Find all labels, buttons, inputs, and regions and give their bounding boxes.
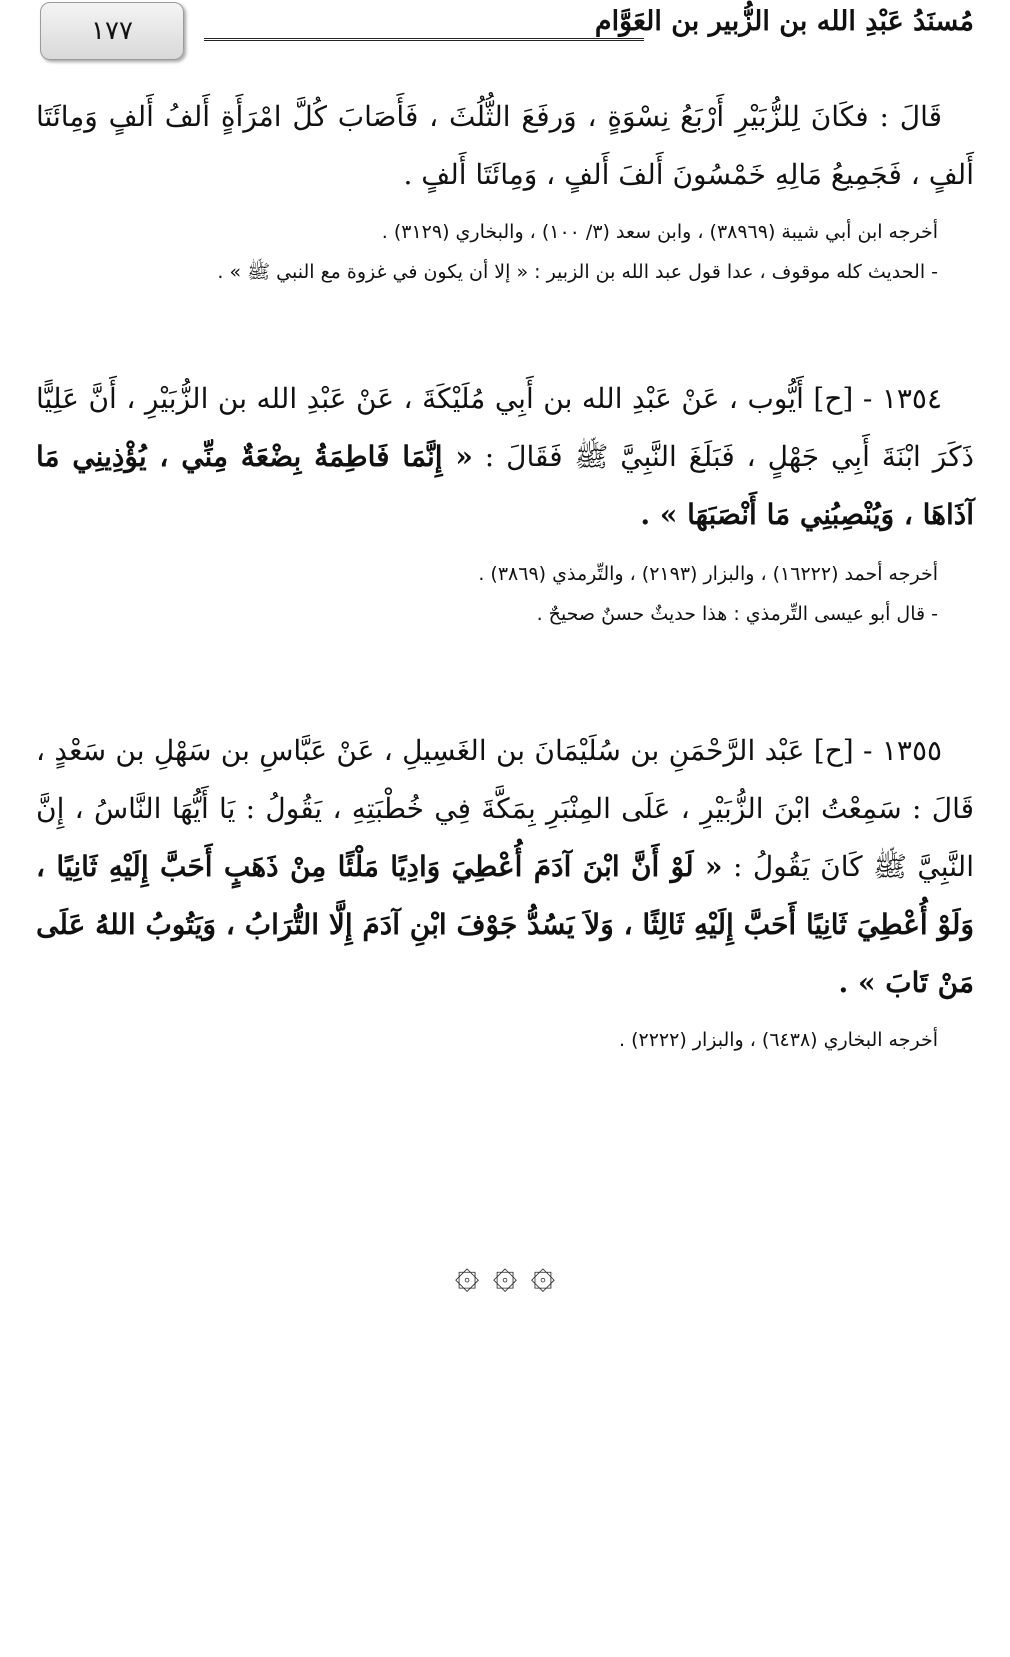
hadith-number: ١٣٥٥ - [ح]: [813, 734, 943, 767]
paragraph-body: [36, 88, 974, 204]
hadith-paragraph: [36, 370, 974, 544]
hadith-paragraph-text: [36, 370, 974, 544]
hadith-matn: « لَوْ أَنَّ ابْنَ آدَمَ أُعْطِيَ وَادِيًا مَلْئًا مِنْ ذَهَبٍ أَحَبَّ إِلَيْهِ ثَانِيًا ، وَلَوْ أُعْطِيَ ثَانِيًا أَحَبَّ إِلَيْهِ ثَالِثًا ، وَلاَ يَسُدُّ جَوْفَ ابْنِ آدَمَ إِلَّا التُّرَابُ ، وَيَتُوبُ اللهُ عَلَى مَنْ تَابَ » .: [36, 850, 974, 999]
footnote-takhrij: أخرجه البخاري (٦٤٣٨) ، والبزار (٢٢٢٢) .: [619, 1029, 938, 1051]
footnote-comment: - قال أبو عيسى التِّرمذي : هذا حديثٌ حسنٌ صحيحٌ .: [536, 603, 938, 625]
header-rule: [204, 38, 644, 44]
footnote-takhrij: أخرجه أحمد (١٦٢٢٢) ، والبزار (٢١٩٣) ، والتِّرمذي (٣٨٦٩) .: [478, 563, 938, 585]
hadith-isnad: عَبْد الرَّحْمَنِ بن سُلَيْمَانَ بن الغَسِيلِ ، عَنْ عَبَّاسِ بن سَهْلِ بن سَعْدٍ ، قَالَ : سَمِعْتُ ابْنَ الزُّبَيْرِ ، عَلَى المِنْبَرِ بِمَكَّةَ فِي خُطْبَتِهِ ، يَقُولُ : يَا أَيُّهَا النَّاسُ ، إِنَّ النَّبِيَّ ﷺ كَانَ يَقُولُ :: [36, 734, 974, 883]
page-number: ١٧٧: [40, 2, 184, 60]
section-continuation: [36, 88, 974, 286]
section-hadith-1355: [36, 722, 974, 1054]
section-hadith-1354: [36, 370, 974, 628]
hadith-paragraph-text: [36, 722, 974, 1012]
hadith-matn: « إِنَّمَا فَاطِمَةُ بِضْعَةٌ مِنِّي ، يُؤْذِينِي مَا آذَاهَا ، وَيُنْصِبُنِي مَا أَنْصَبَهَا » .: [36, 440, 974, 531]
hadith-isnad: أَيُّوب ، عَنْ عَبْدِ الله بن أَبِي مُلَيْكَةَ ، عَنْ عَبْدِ الله بن الزُّبَيْرِ ، أَنَّ عَلِيًّا ذَكَرَ ابْنَةَ أَبِي جَهْلٍ ، فَبَلَغَ النَّبِيَّ ﷺ فَقَالَ :: [36, 382, 974, 473]
hadith-number: ١٣٥٤ - [ح]: [813, 382, 942, 415]
body-text: قَالَ : فكَانَ لِلزُّبَيْرِ أَرْبَعُ نِسْوَةٍ ، وَرفَعَ الثُّلُثَ ، فَأَصَابَ كُلَّ امْرَأَةٍ أَلفُ أَلفٍ وَمِائَتَا أَلفٍ ، فَجَمِيعُ مَالِهِ خَمْسُونَ أَلفَ أَلفٍ ، وَمِائَتَا أَلفٍ .: [36, 100, 974, 191]
footnote-takhrij: أخرجه ابن أبي شيبة (٣٨٩٦٩) ، وابن سعد (٣/ ١٠٠) ، والبخاري (٣١٢٩) .: [381, 221, 938, 243]
page-header: [36, 0, 974, 62]
running-title: مُسنَدُ عَبْدِ الله بن الزُّبير بن العَوَّام: [594, 6, 974, 37]
section-end-ornament: ۞ ۞ ۞: [454, 1248, 556, 1297]
footnote-comment: - الحديث كله موقوف ، عدا قول عبد الله بن الزبير : « إلا أن يكون في غزوة مع النبي ﷺ » .: [217, 261, 938, 283]
hadith-paragraph: [36, 722, 974, 1012]
